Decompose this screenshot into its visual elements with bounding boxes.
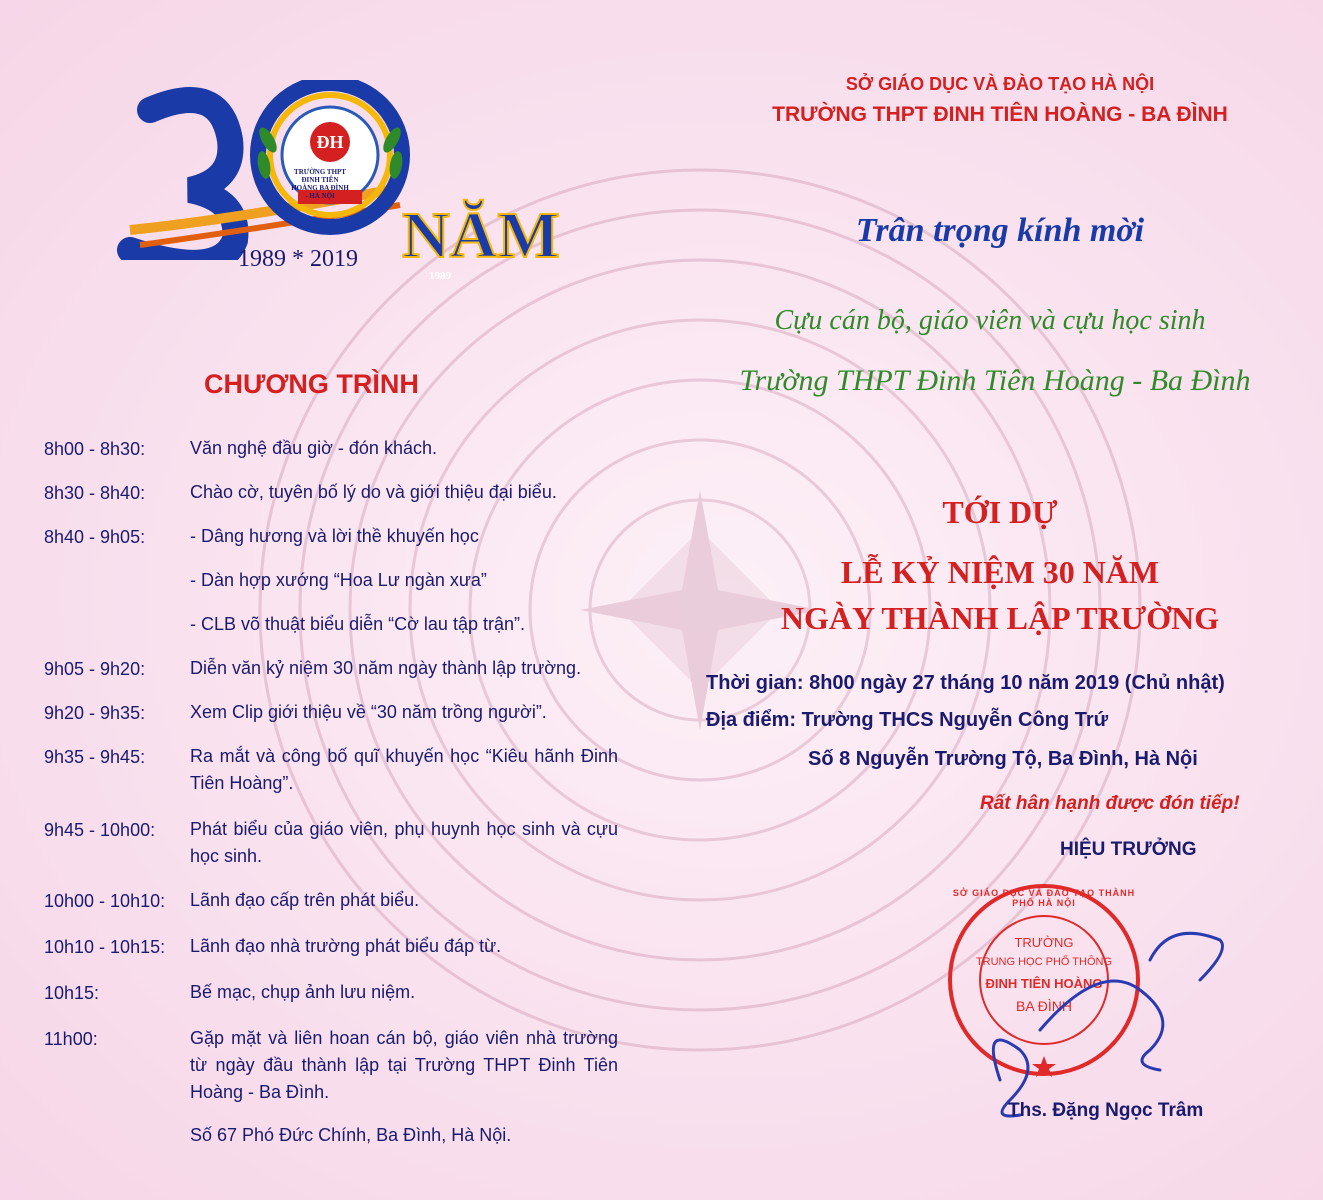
schedule-desc: - CLB võ thuật biểu diễn “Cờ lau tập trận”. <box>190 614 525 634</box>
welcome-note: Rất hân hạnh được đón tiếp! <box>980 793 1240 814</box>
schedule-desc: Bế mạc, chụp ảnh lưu niệm. <box>190 982 416 1002</box>
schedule-time: 10h00 - 10h10: <box>44 891 166 911</box>
schedule-desc: Lãnh đạo cấp trên phát biểu. <box>190 890 420 910</box>
event-title-line-2: NGÀY THÀNH LẬP TRƯỜNG <box>780 600 1220 636</box>
svg-text:ĐH: ĐH <box>316 132 344 152</box>
schedule-desc: Xem Clip giới thiệu về “30 năm trồng người”. <box>190 702 547 722</box>
schedule-desc: - Dâng hương và lời thề khuyến học <box>190 526 479 546</box>
logo-seal-text: TRƯỜNG THPT ĐINH TIÊN HOÀNG BA ĐÌNH - HÀ NỘI <box>291 168 349 200</box>
attend-label: TỚI DỰ <box>942 494 1058 530</box>
signature-scribble <box>980 900 1240 1120</box>
school-name: TRƯỜNG THPT ĐINH TIÊN HOÀNG - BA ĐÌNH <box>772 103 1228 126</box>
event-time: Thời gian: 8h00 ngày 27 tháng 10 năm 2019 (Chủ nhật) <box>706 672 1225 694</box>
schedule-time: 8h30 - 8h40: <box>44 483 146 503</box>
stamp-line-4: BA ĐÌNH <box>1015 998 1072 1014</box>
invitation-greeting: Trân trọng kính mời <box>855 212 1145 249</box>
event-title-line-1: LỄ KỶ NIỆM 30 NĂM <box>840 554 1160 590</box>
schedule-time: 8h00 - 8h30: <box>44 439 146 459</box>
anniversary-logo <box>110 80 560 280</box>
logo-nam: NĂM <box>402 199 560 272</box>
event-address: Số 8 Nguyễn Trường Tộ, Ba Đình, Hà Nội <box>808 748 1198 770</box>
schedule-desc: Chào cờ, tuyên bố lý do và giới thiệu đại biểu. <box>190 482 557 502</box>
schedule-time: 10h15: <box>44 983 100 1003</box>
event-venue: Địa điểm: Trường THCS Nguyễn Công Trứ <box>706 709 1109 731</box>
signer-title: HIỆU TRƯỞNG <box>1060 839 1197 860</box>
invitee-line-1: Cựu cán bộ, giáo viên và cựu học sinh <box>774 305 1206 336</box>
stamp-line-1: TRƯỜNG <box>1014 935 1074 950</box>
schedule-desc: Phát biểu của giáo viên, phụ huynh học sinh và cựu học sinh. <box>190 819 618 866</box>
schedule-time: 9h20 - 9h35: <box>44 703 146 723</box>
schedule-desc: - Dàn hợp xướng “Hoa Lư ngàn xưa” <box>190 570 487 590</box>
schedule-desc: Văn nghệ đầu giờ - đón khách. <box>190 438 437 458</box>
schedule-desc: Lãnh đạo nhà trường phát biểu đáp từ. <box>190 936 502 956</box>
signer-name: Ths. Đặng Ngọc Trâm <box>1008 1100 1204 1121</box>
stamp-ring-text: SỞ GIÁO DỤC VÀ ĐÀO TẠO THÀNH PHỐ HÀ NỘI <box>952 888 1136 908</box>
invitee-line-2: Trường THPT Đinh Tiên Hoàng - Ba Đình <box>739 364 1251 397</box>
schedule-time: 9h45 - 10h00: <box>44 820 156 840</box>
logo-seal-year: 1989 <box>429 270 451 282</box>
stamp-line-3: ĐINH TIÊN HOÀNG <box>985 976 1103 991</box>
schedule-desc: Số 67 Phó Đức Chính, Ba Đình, Hà Nội. <box>190 1125 512 1145</box>
schedule-desc: Ra mắt và công bố quĩ khuyến học “Kiêu hãnh Đinh Tiên Hoàng”. <box>190 746 618 793</box>
schedule-time: 11h00: <box>44 1029 98 1049</box>
schedule-time: 10h10 - 10h15: <box>44 937 166 957</box>
program-title: CHƯƠNG TRÌNH <box>204 369 419 399</box>
schedule-time: 9h05 - 9h20: <box>44 659 146 679</box>
schedule-desc: Diễn văn kỷ niệm 30 năm ngày thành lập trường. <box>190 658 582 678</box>
schedule-time: 8h40 - 9h05: <box>44 527 146 547</box>
stamp-line-2: TRUNG HỌC PHỔ THÔNG <box>975 956 1113 968</box>
department-name: SỞ GIÁO DỤC VÀ ĐÀO TẠO HÀ NỘI <box>845 74 1155 94</box>
schedule-time: 9h35 - 9h45: <box>44 747 146 767</box>
logo-years: 1989 * 2019 <box>238 246 358 272</box>
thirty-emblem <box>110 80 410 260</box>
schedule-desc: Gặp mặt và liên hoan cán bộ, giáo viên nhà trường từ ngày đầu thành lập tại Trường THPT Đinh Tiên Hoàng - Ba Đình. <box>190 1028 618 1102</box>
